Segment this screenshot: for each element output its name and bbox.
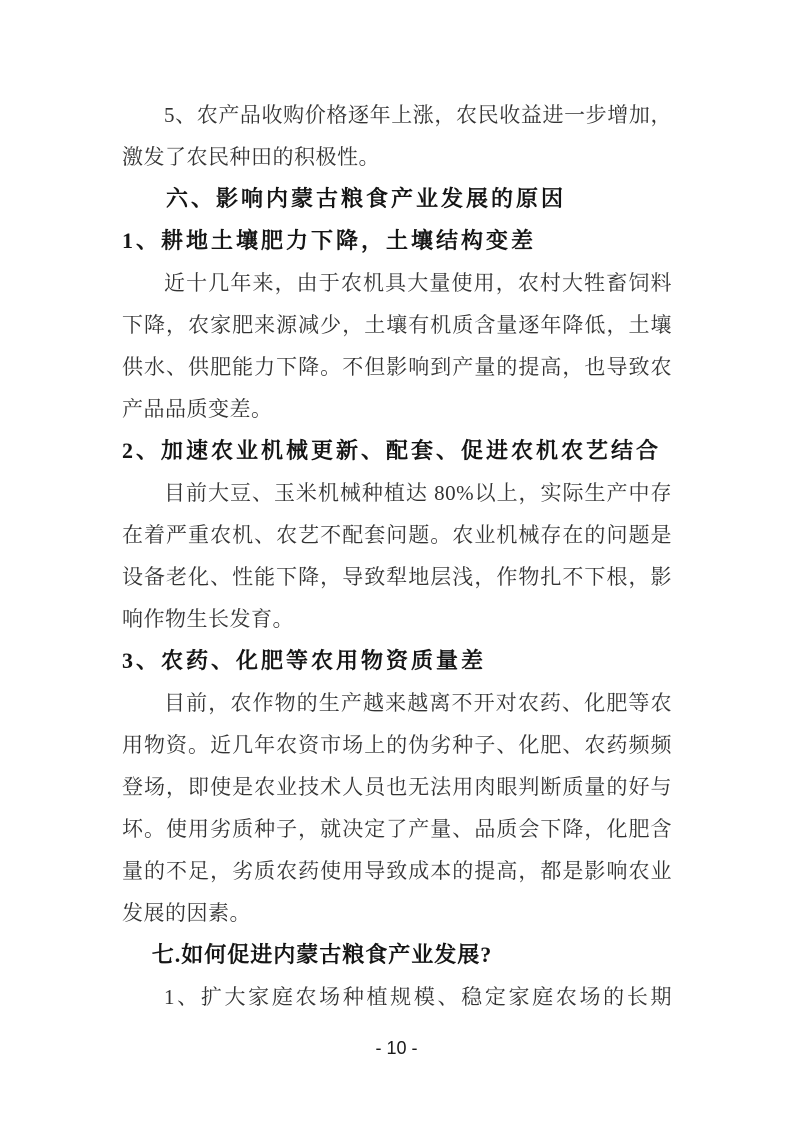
para-soil-degradation: 近十几年来，由于农机具大量使用，农村大牲畜饲料下降，农家肥来源减少，土壤有机质含量逐年降低，土壤供水、供肥能力下降。不但影响到产量的提高，也导致农产品品质变差。 — [122, 271, 672, 421]
heading-sub-3-supplies-quality: 3、农药、化肥等农用物资质量差 — [122, 648, 487, 673]
heading-sub-1-soil-fertility: 1、耕地土壤肥力下降，土壤结构变差 — [122, 228, 537, 253]
para-price-increase: 5、农产品收购价格逐年上涨，农民收益进一步增加，激发了农民种田的积极性。 — [122, 103, 672, 169]
para-supplies-quality: 目前，农作物的生产越来越离不开对农药、化肥等农用物资。近几年农资市场上的伪劣种子、化肥、农药频频登场，即使是农业技术人员也无法用肉眼判断质量的好与坏。使用劣质种子，就决定了产量、品质会下降，化肥含量的不足，劣质农药使用导致成本的提高，都是影响农业发展的因素。 — [122, 691, 672, 925]
para-machinery-problems: 目前大豆、玉米机械种植达 80%以上，实际生产中存在着严重农机、农艺不配套问题。农业机械存在的问题是设备老化、性能下降，导致犁地层浅，作物扎不下根，影响作物生长发育。 — [122, 481, 672, 631]
heading-sub-2-machinery-upgrade: 2、加速农业机械更新、配套、促进农机农艺结合 — [122, 438, 662, 463]
para-family-farm: 1、扩大家庭农场种植规模、稳定家庭农场的长期 — [164, 985, 672, 1009]
heading-section-six-causes: 六、影响内蒙古粮食产业发展的原因 — [166, 186, 567, 211]
page-number: - 10 - — [375, 1038, 418, 1058]
document-page — [122, 94, 672, 1018]
heading-section-seven-promotion: 七.如何促进内蒙古粮食产业发展? — [151, 942, 493, 967]
